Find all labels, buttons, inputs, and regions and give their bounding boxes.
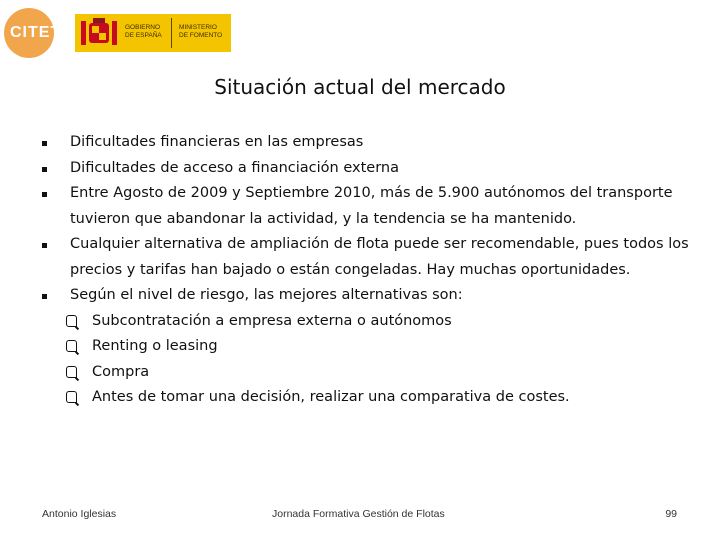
page-number: 99 — [665, 508, 677, 520]
square-bullet-icon — [42, 167, 47, 172]
bullet-text: Dificultades financieras en las empresas — [70, 134, 364, 150]
sub-bullet-item — [66, 334, 702, 360]
citet-logo — [4, 8, 66, 58]
q-box-bullet-icon — [66, 340, 77, 352]
footer-event: Jornada Formativa Gestión de Flotas — [272, 508, 445, 520]
ministerio-text: MINISTERIO DE FOMENTO — [179, 24, 223, 39]
square-bullet-icon — [42, 294, 47, 299]
footer-author: Antonio Iglesias — [42, 508, 117, 520]
gobierno-text: GOBIERNO DE ESPAÑA — [125, 24, 162, 39]
logo-divider — [171, 18, 172, 48]
sub-bullet-item — [66, 385, 702, 411]
bullet-item — [42, 283, 702, 309]
bullet-text: Cualquier alternativa de ampliación de flota puede ser recomendable, pues todos los precios y tarifas han bajado o están congeladas. Hay muchas oportunidades. — [70, 236, 689, 278]
q-box-bullet-icon — [66, 315, 77, 327]
sub-bullet-item — [66, 309, 702, 335]
spain-coat-of-arms-icon — [79, 17, 119, 49]
bullet-list — [42, 130, 702, 411]
bullet-item — [42, 232, 702, 283]
q-box-bullet-icon — [66, 391, 77, 403]
citet-logo-text: CITET — [10, 24, 62, 41]
bullet-text: Entre Agosto de 2009 y Septiembre 2010, más de 5.900 autónomos del transporte tuvieron que abandonar la actividad, y la tendencia se ha mantenido. — [70, 185, 673, 227]
square-bullet-icon — [42, 243, 47, 248]
bullet-item — [42, 130, 702, 156]
sub-bullet-text: Renting o leasing — [92, 338, 218, 354]
sub-bullet-list — [66, 309, 702, 411]
bullet-item — [42, 156, 702, 182]
bullet-item — [42, 181, 702, 232]
sub-bullet-text: Antes de tomar una decisión, realizar una comparativa de costes. — [92, 389, 570, 405]
bullet-text: Según el nivel de riesgo, las mejores alternativas son: — [70, 287, 463, 303]
slide-title: Situación actual del mercado — [214, 75, 506, 99]
sub-bullet-item — [66, 360, 702, 386]
gobierno-ministerio-logo — [75, 14, 231, 52]
sub-bullet-text: Compra — [92, 363, 150, 380]
square-bullet-icon — [42, 141, 47, 146]
sub-bullet-text: Subcontratación a empresa externa o autónomos — [92, 312, 452, 329]
q-box-bullet-icon — [66, 366, 77, 378]
bullet-text: Dificultades de acceso a financiación externa — [70, 159, 399, 176]
square-bullet-icon — [42, 192, 47, 197]
